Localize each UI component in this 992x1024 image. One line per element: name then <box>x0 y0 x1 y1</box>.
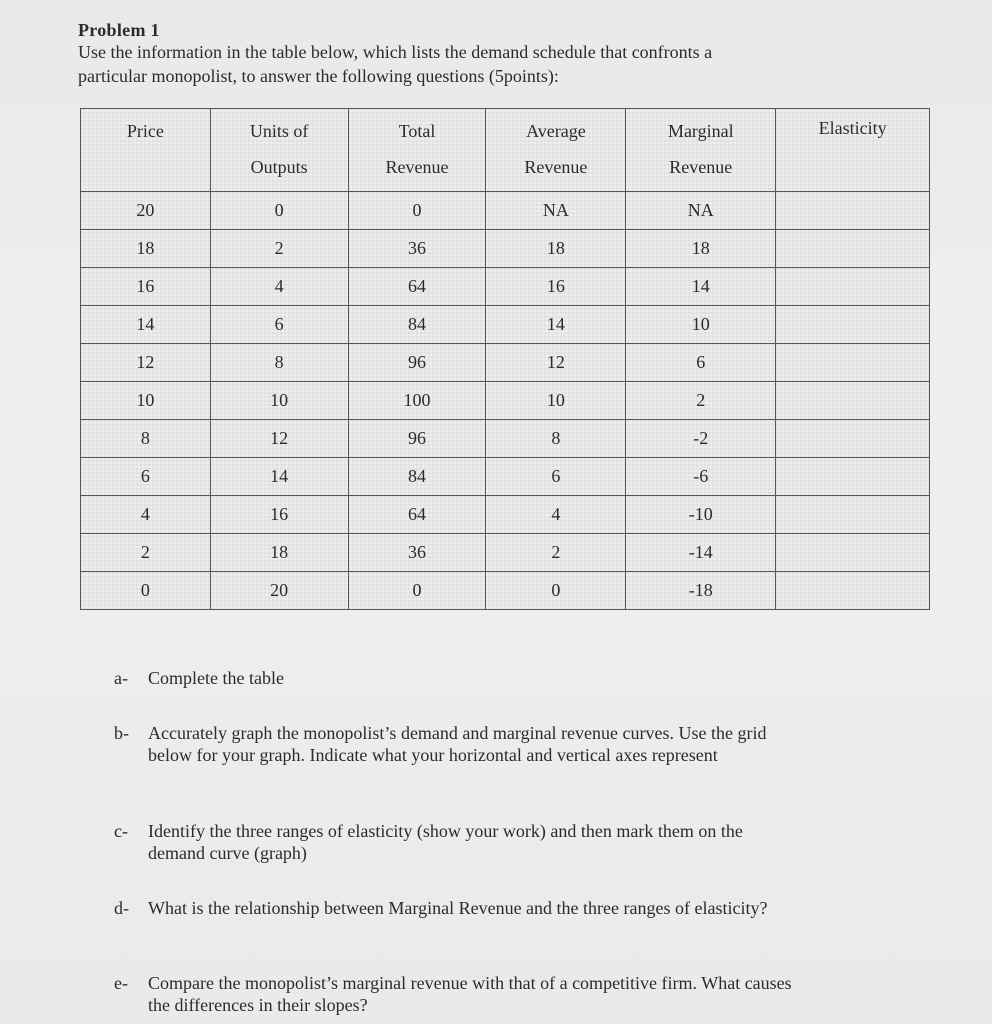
question-text: Complete the table <box>148 668 284 688</box>
price-cell: 20 <box>81 192 211 230</box>
total-revenue-cell: 100 <box>348 382 486 420</box>
average-revenue-cell: NA <box>486 192 626 230</box>
average-revenue-cell: 6 <box>486 458 626 496</box>
marginal-revenue-cell: -18 <box>626 572 776 610</box>
marginal-revenue-cell: -2 <box>626 420 776 458</box>
average-revenue-cell: 8 <box>486 420 626 458</box>
question-c <box>114 820 914 864</box>
elasticity-cell <box>776 382 930 420</box>
units-cell: 20 <box>210 572 348 610</box>
marginal-revenue-cell: 2 <box>626 382 776 420</box>
header-units-of-outputs: Units of Outputs <box>210 109 348 192</box>
units-cell: 8 <box>210 344 348 382</box>
units-cell: 6 <box>210 306 348 344</box>
intro-line: Use the information in the table below, which lists the demand schedule that confronts a <box>78 42 713 62</box>
table-row <box>81 268 930 306</box>
question-text: Compare the monopolist’s marginal revenue with that of a competitive firm. What causes <box>148 973 792 993</box>
marginal-revenue-cell: 6 <box>626 344 776 382</box>
elasticity-cell <box>776 344 930 382</box>
header-marginal-revenue: Marginal Revenue <box>626 109 776 192</box>
average-revenue-cell: 18 <box>486 230 626 268</box>
question-d <box>114 897 914 919</box>
price-cell: 18 <box>81 230 211 268</box>
question-e <box>114 972 914 1016</box>
elasticity-cell <box>776 306 930 344</box>
demand-schedule-table <box>80 108 930 610</box>
table-row <box>81 382 930 420</box>
intro-line: particular monopolist, to answer the following questions (5points): <box>78 66 559 86</box>
elasticity-cell <box>776 496 930 534</box>
question-b <box>114 722 914 766</box>
header-price: Price <box>81 109 211 192</box>
elasticity-cell <box>776 458 930 496</box>
header-total-revenue: Total Revenue <box>348 109 486 192</box>
table-row <box>81 496 930 534</box>
total-revenue-cell: 0 <box>348 192 486 230</box>
table-row <box>81 420 930 458</box>
price-cell: 2 <box>81 534 211 572</box>
table-row <box>81 306 930 344</box>
average-revenue-cell: 2 <box>486 534 626 572</box>
elasticity-cell <box>776 230 930 268</box>
table-row <box>81 572 930 610</box>
average-revenue-cell: 10 <box>486 382 626 420</box>
units-cell: 0 <box>210 192 348 230</box>
question-letter: a- <box>114 668 128 688</box>
question-text: the differences in their slopes? <box>148 995 368 1015</box>
units-cell: 2 <box>210 230 348 268</box>
total-revenue-cell: 0 <box>348 572 486 610</box>
marginal-revenue-cell: 14 <box>626 268 776 306</box>
average-revenue-cell: 0 <box>486 572 626 610</box>
average-revenue-cell: 4 <box>486 496 626 534</box>
question-text: Accurately graph the monopolist’s demand and marginal revenue curves. Use the grid <box>148 723 767 743</box>
question-text: Identify the three ranges of elasticity (show your work) and then mark them on the <box>148 821 743 841</box>
units-cell: 16 <box>210 496 348 534</box>
marginal-revenue-cell: NA <box>626 192 776 230</box>
elasticity-cell <box>776 420 930 458</box>
question-a <box>114 667 914 689</box>
question-letter: e- <box>114 973 128 993</box>
question-text: below for your graph. Indicate what your horizontal and vertical axes represent <box>148 745 718 765</box>
table-row <box>81 230 930 268</box>
question-letter: d- <box>114 898 129 918</box>
table-row <box>81 458 930 496</box>
total-revenue-cell: 84 <box>348 458 486 496</box>
total-revenue-cell: 36 <box>348 230 486 268</box>
price-cell: 4 <box>81 496 211 534</box>
average-revenue-cell: 14 <box>486 306 626 344</box>
price-cell: 0 <box>81 572 211 610</box>
total-revenue-cell: 64 <box>348 496 486 534</box>
marginal-revenue-cell: -14 <box>626 534 776 572</box>
price-cell: 16 <box>81 268 211 306</box>
price-cell: 12 <box>81 344 211 382</box>
elasticity-cell <box>776 192 930 230</box>
price-cell: 14 <box>81 306 211 344</box>
total-revenue-cell: 96 <box>348 420 486 458</box>
units-cell: 10 <box>210 382 348 420</box>
question-letter: c- <box>114 821 128 841</box>
marginal-revenue-cell: -6 <box>626 458 776 496</box>
total-revenue-cell: 96 <box>348 344 486 382</box>
table-row <box>81 344 930 382</box>
marginal-revenue-cell: -10 <box>626 496 776 534</box>
marginal-revenue-cell: 10 <box>626 306 776 344</box>
units-cell: 4 <box>210 268 348 306</box>
price-cell: 8 <box>81 420 211 458</box>
question-text: What is the relationship between Marginal Revenue and the three ranges of elasticity? <box>148 898 768 918</box>
price-cell: 10 <box>81 382 211 420</box>
table-row <box>81 534 930 572</box>
total-revenue-cell: 64 <box>348 268 486 306</box>
table-header-row <box>81 109 930 192</box>
price-cell: 6 <box>81 458 211 496</box>
average-revenue-cell: 16 <box>486 268 626 306</box>
elasticity-cell <box>776 534 930 572</box>
question-text: demand curve (graph) <box>148 843 307 863</box>
units-cell: 14 <box>210 458 348 496</box>
problem-intro <box>78 40 938 88</box>
units-cell: 18 <box>210 534 348 572</box>
total-revenue-cell: 36 <box>348 534 486 572</box>
problem-title: Problem 1 <box>78 20 160 40</box>
header-elasticity: Elasticity <box>776 109 930 192</box>
average-revenue-cell: 12 <box>486 344 626 382</box>
elasticity-cell <box>776 572 930 610</box>
total-revenue-cell: 84 <box>348 306 486 344</box>
header-average-revenue: Average Revenue <box>486 109 626 192</box>
elasticity-cell <box>776 268 930 306</box>
units-cell: 12 <box>210 420 348 458</box>
table-row <box>81 192 930 230</box>
marginal-revenue-cell: 18 <box>626 230 776 268</box>
question-letter: b- <box>114 723 129 743</box>
